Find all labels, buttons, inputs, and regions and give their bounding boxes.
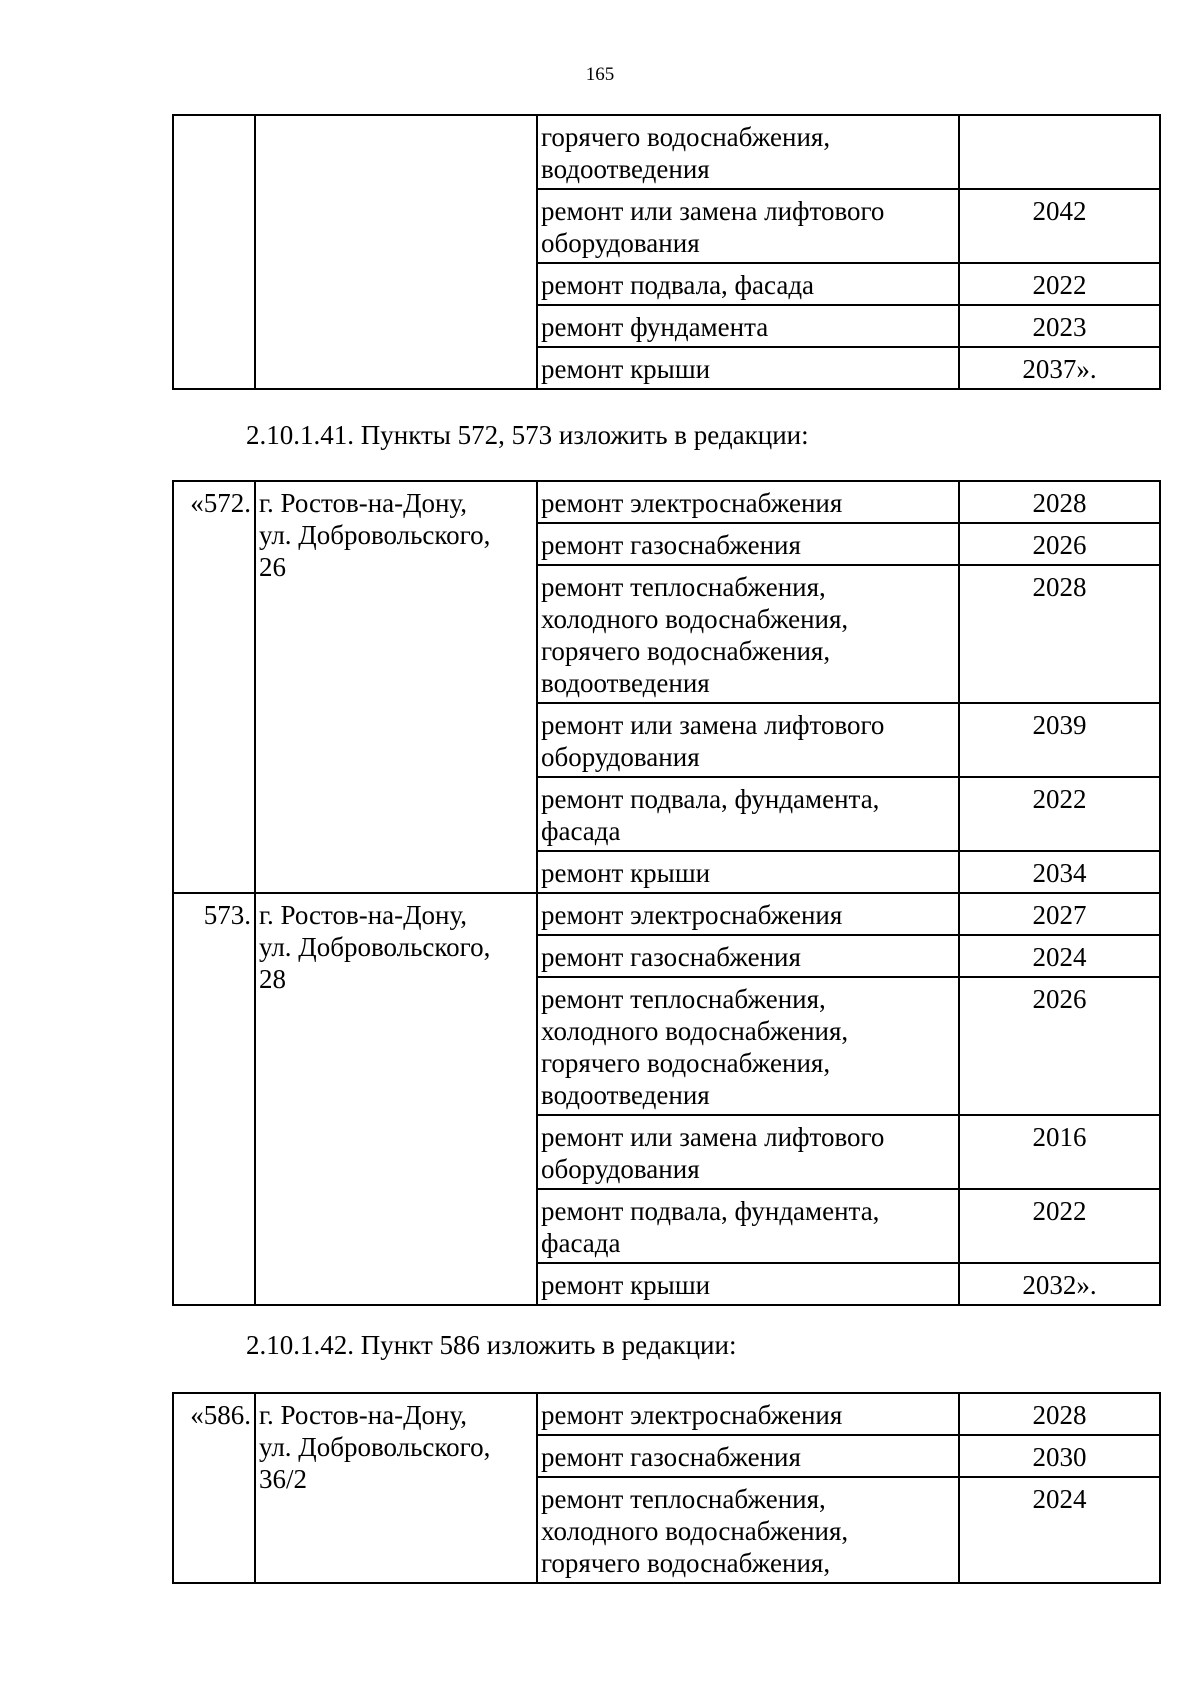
work-cell <box>537 777 959 851</box>
address-line: г. Ростов-на-Дону, <box>259 900 468 930</box>
table-row <box>173 893 1160 935</box>
paragraph-2-10-1-42: 2.10.1.42. Пункт 586 изложить в редакции: <box>246 1330 737 1360</box>
year-cell: 2022 <box>959 263 1160 305</box>
year-cell: 2026 <box>959 977 1160 1115</box>
year-cell: 2016 <box>959 1115 1160 1189</box>
number-cell <box>173 115 255 389</box>
work-cell <box>537 1393 959 1435</box>
work-cell <box>537 1189 959 1263</box>
work-cell <box>537 977 959 1115</box>
year-cell <box>959 115 1160 189</box>
item-number: «586. <box>173 1393 255 1583</box>
work-cell <box>537 263 959 305</box>
page-number: 165 <box>585 64 615 85</box>
work-text: ремонт крыши <box>541 858 711 888</box>
work-text: оборудования <box>541 1154 700 1184</box>
table-row <box>173 1393 1160 1435</box>
work-text: водоотведения <box>541 154 710 184</box>
work-text: ремонт или замена лифтового <box>541 196 885 226</box>
work-cell <box>537 347 959 389</box>
work-text: ремонт или замена лифтового <box>541 1122 885 1152</box>
work-text: ремонт подвала, фасада <box>541 270 815 300</box>
work-text: ремонт подвала, фундамента, <box>541 1196 880 1226</box>
work-cell <box>537 481 959 523</box>
work-cell <box>537 565 959 703</box>
table-item-586 <box>172 1392 1161 1584</box>
address-cell <box>255 1393 537 1583</box>
work-text: горячего водоснабжения, <box>541 1548 831 1578</box>
work-cell <box>537 851 959 893</box>
work-text: ремонт фундамента <box>541 312 769 342</box>
work-text: горячего водоснабжения, <box>541 122 831 152</box>
work-text: ремонт теплоснабжения, <box>541 572 826 602</box>
year-cell: 2024 <box>959 1477 1160 1583</box>
year-cell: 2039 <box>959 703 1160 777</box>
item-number: «572. <box>173 481 255 893</box>
address-line: ул. Добровольского, <box>259 520 491 550</box>
address-line: ул. Добровольского, <box>259 932 491 962</box>
year-cell: 2027 <box>959 893 1160 935</box>
work-text: ремонт теплоснабжения, <box>541 984 826 1014</box>
work-text: фасада <box>541 816 621 846</box>
paragraph-2-10-1-41: 2.10.1.41. Пункты 572, 573 изложить в редакции: <box>246 420 809 450</box>
work-text: ремонт теплоснабжения, <box>541 1484 826 1514</box>
work-text: ремонт газоснабжения <box>541 942 801 972</box>
work-text: фасада <box>541 1228 621 1258</box>
year-cell: 2022 <box>959 1189 1160 1263</box>
work-text: водоотведения <box>541 1080 710 1110</box>
table-row <box>173 115 1160 189</box>
work-text: ремонт подвала, фундамента, <box>541 784 880 814</box>
work-text: горячего водоснабжения, <box>541 1048 831 1078</box>
year-cell: 2028 <box>959 481 1160 523</box>
year-cell: 2030 <box>959 1435 1160 1477</box>
work-text: оборудования <box>541 228 700 258</box>
address-line: 28 <box>259 964 286 994</box>
work-text: ремонт или замена лифтового <box>541 710 885 740</box>
year-cell: 2026 <box>959 523 1160 565</box>
address-cell <box>255 115 537 389</box>
work-cell <box>537 1477 959 1583</box>
year-cell: 2024 <box>959 935 1160 977</box>
work-text: ремонт электроснабжения <box>541 900 843 930</box>
work-cell <box>537 893 959 935</box>
work-text: холодного водоснабжения, <box>541 1516 849 1546</box>
work-cell <box>537 523 959 565</box>
work-text: ремонт газоснабжения <box>541 530 801 560</box>
year-cell: 2022 <box>959 777 1160 851</box>
work-cell <box>537 1263 959 1305</box>
work-text: холодного водоснабжения, <box>541 604 849 634</box>
work-cell <box>537 935 959 977</box>
year-cell: 2028 <box>959 1393 1160 1435</box>
year-cell: 2023 <box>959 305 1160 347</box>
table-items-572-573 <box>172 480 1161 1306</box>
work-text: ремонт крыши <box>541 1270 711 1300</box>
work-text: водоотведения <box>541 668 710 698</box>
table-continuation <box>172 114 1161 390</box>
work-text: ремонт электроснабжения <box>541 488 843 518</box>
work-cell <box>537 305 959 347</box>
work-cell <box>537 703 959 777</box>
work-cell <box>537 189 959 263</box>
year-cell: 2042 <box>959 189 1160 263</box>
address-cell <box>255 481 537 893</box>
year-cell: 2032». <box>959 1263 1160 1305</box>
item-number: 573. <box>173 893 255 1305</box>
work-cell <box>537 115 959 189</box>
address-line: г. Ростов-на-Дону, <box>259 1400 468 1430</box>
work-text: ремонт газоснабжения <box>541 1442 801 1472</box>
address-cell <box>255 893 537 1305</box>
work-text: ремонт крыши <box>541 354 711 384</box>
address-line: ул. Добровольского, <box>259 1432 491 1462</box>
work-cell <box>537 1115 959 1189</box>
year-cell: 2028 <box>959 565 1160 703</box>
year-cell: 2037». <box>959 347 1160 389</box>
work-text: ремонт электроснабжения <box>541 1400 843 1430</box>
year-cell: 2034 <box>959 851 1160 893</box>
address-line: 36/2 <box>259 1464 308 1494</box>
address-line: 26 <box>259 552 286 582</box>
work-text: горячего водоснабжения, <box>541 636 831 666</box>
work-text: холодного водоснабжения, <box>541 1016 849 1046</box>
work-text: оборудования <box>541 742 700 772</box>
table-row <box>173 481 1160 523</box>
address-line: г. Ростов-на-Дону, <box>259 488 468 518</box>
work-cell <box>537 1435 959 1477</box>
